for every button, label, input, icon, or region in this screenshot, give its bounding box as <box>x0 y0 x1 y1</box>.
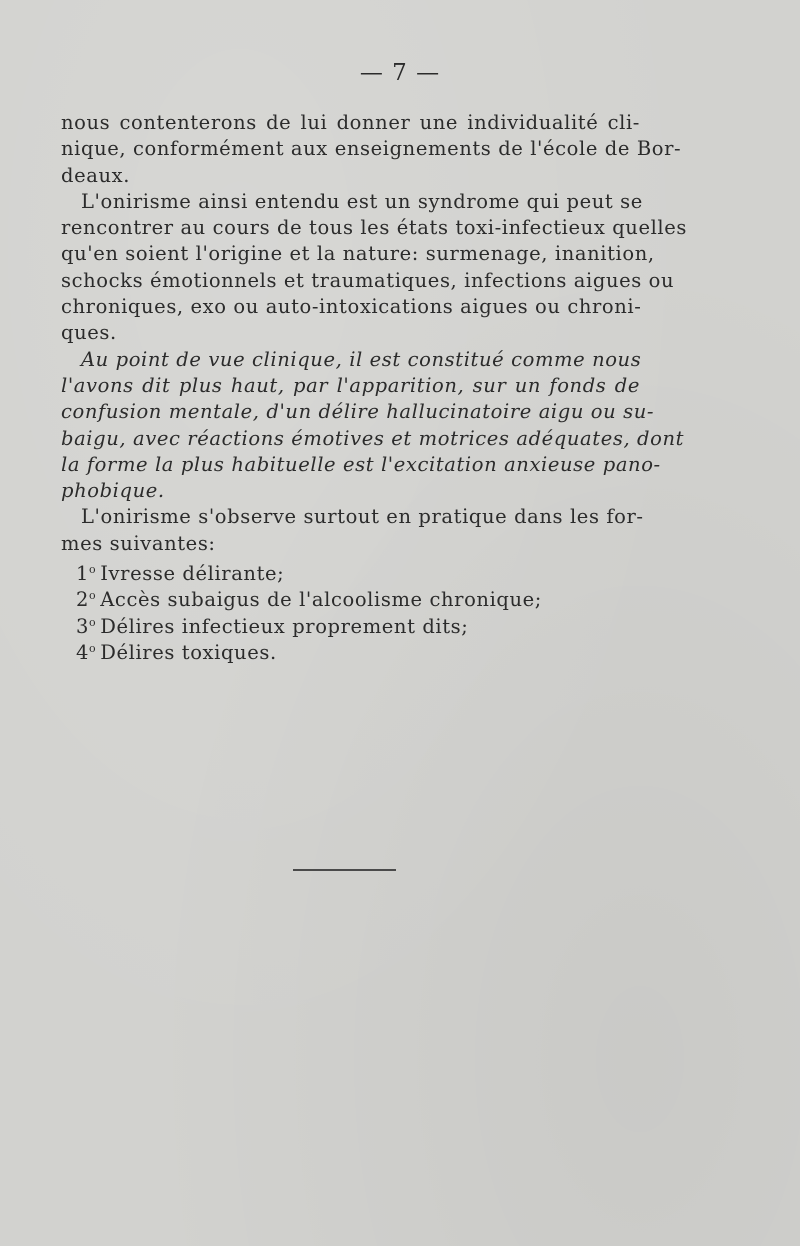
paragraph-definition <box>61 189 688 347</box>
list-item <box>61 636 640 662</box>
text-line: ques. <box>61 321 117 345</box>
paragraph-clinical <box>61 347 685 505</box>
list-number: 3 <box>76 614 90 638</box>
list-number: 2 <box>76 588 90 612</box>
paragraph-forms-intro <box>61 504 644 557</box>
paragraph-continuation <box>61 110 682 189</box>
list-item <box>61 557 640 586</box>
text-line: nous contenterons de lui donner une individualité cli- <box>61 111 640 134</box>
text-line: deaux. <box>61 163 131 187</box>
body-text <box>61 110 688 664</box>
text-line: schocks émotionnels et traumatiques, infections aigues ou <box>61 268 675 292</box>
list-item <box>61 610 640 636</box>
text-line: L'onirisme s'observe surtout en pratique dans les for- <box>81 505 644 529</box>
text-line: Au point de vue clinique, il est constitué comme nous <box>81 347 642 371</box>
list-item-text: Délires toxiques. <box>100 640 277 664</box>
text-line: chroniques, exo ou auto-intoxications aigues ou chroni- <box>61 295 642 319</box>
ordinal-mark: o <box>89 615 97 629</box>
text-line: l'avons dit plus haut, par l'apparition, sur un fonds de <box>61 373 640 397</box>
text-line: qu'en soient l'origine et la nature: surmenage, inanition, <box>61 242 655 266</box>
ordinal-mark: o <box>89 563 97 577</box>
text-line: nique, conformément aux enseignements de l'école de Bor- <box>61 137 682 161</box>
ordinal-mark: o <box>89 641 97 655</box>
list-item <box>61 583 640 612</box>
text-line: mes suivantes: <box>61 531 216 555</box>
text-line: baigu, avec réactions émotives et motrices adéquates, dont <box>61 426 685 450</box>
text-line: L'onirisme ainsi entendu est un syndrome qui peut se <box>81 189 643 213</box>
list-number: 1 <box>76 562 90 586</box>
list-number: 4 <box>76 640 90 664</box>
list-item-text: Ivresse délirante; <box>100 562 285 586</box>
list-item-text: Accès subaigus de l'alcoolisme chronique; <box>100 588 542 612</box>
text-line: rencontrer au cours de tous les états toxi-infectieux quelles <box>61 216 688 240</box>
section-end-rule <box>293 869 396 871</box>
list-item-text: Délires infectieux proprement dits; <box>100 614 469 638</box>
text-line: la forme la plus habituelle est l'excitation anxieuse pano- <box>61 452 661 476</box>
text-line: confusion mentale, d'un délire hallucinatoire aigu ou su- <box>61 400 655 424</box>
text-line: phobique. <box>61 479 165 503</box>
ordinal-mark: o <box>89 589 97 603</box>
page-number: — 7 — <box>359 60 441 86</box>
forms-list <box>61 557 640 662</box>
